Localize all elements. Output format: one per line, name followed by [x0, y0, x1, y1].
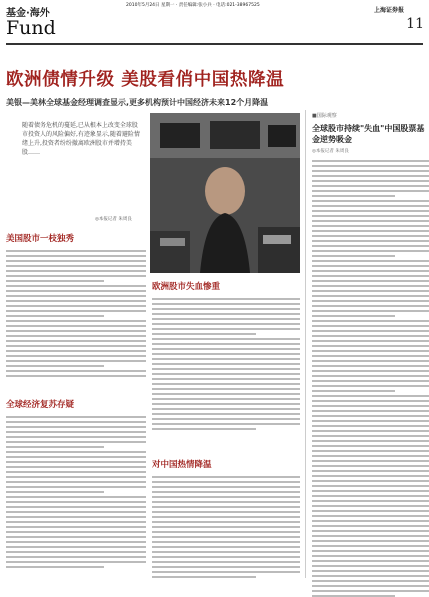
sidebar-kicker: ■国际观察	[312, 113, 337, 119]
sidebar-title: 全球股市持续"失血"中国股票基金逆势吸金	[312, 124, 425, 144]
body-text-col2-bottom	[152, 458, 300, 581]
section-en-title: Fund	[6, 17, 56, 39]
intro-paragraph: 随着债务危机的蔓延,已从根本上改变全球股市投资人的风险偏好,有迹象显示,随着避险情绪上升,投资者纷纷撤离欧洲股市并增持美股……	[22, 122, 140, 156]
section-heading: 欧洲股市失血惨重	[152, 282, 221, 292]
trader-photo-image	[150, 113, 300, 273]
subheadline: 美银—美林全球基金经理调查显示,更多机构预计中国经济未来12个月降温	[6, 98, 269, 107]
page-header	[0, 0, 429, 64]
sidebar-body-text	[312, 160, 429, 597]
section-heading: 全球经济复苏存疑	[6, 400, 75, 410]
byline: ◎本报记者 朱周良	[95, 217, 132, 222]
body-text-col1-top	[6, 232, 146, 380]
body-text-col1-bottom	[6, 398, 146, 571]
body-text-col2-top	[152, 280, 300, 433]
section-heading: 对中国热情降温	[152, 460, 212, 470]
sidebar-byline: ◎本报记者 朱周良	[312, 149, 349, 154]
newspaper-name: 上海证券报	[374, 7, 405, 14]
section-tag: 基金·海外	[6, 8, 50, 19]
header-rule	[6, 43, 423, 45]
page-number: 11	[406, 16, 424, 32]
issue-meta: 2010年5月24日 星期一 · 责任编辑:张小兵 · 电话:021-38967525	[126, 3, 260, 8]
article-photo	[150, 113, 300, 273]
section-heading: 美国股市一枝独秀	[6, 234, 75, 244]
main-headline: 欧洲债情升级 美股看俏中国热降温	[6, 70, 285, 90]
sidebar-article	[305, 110, 429, 578]
